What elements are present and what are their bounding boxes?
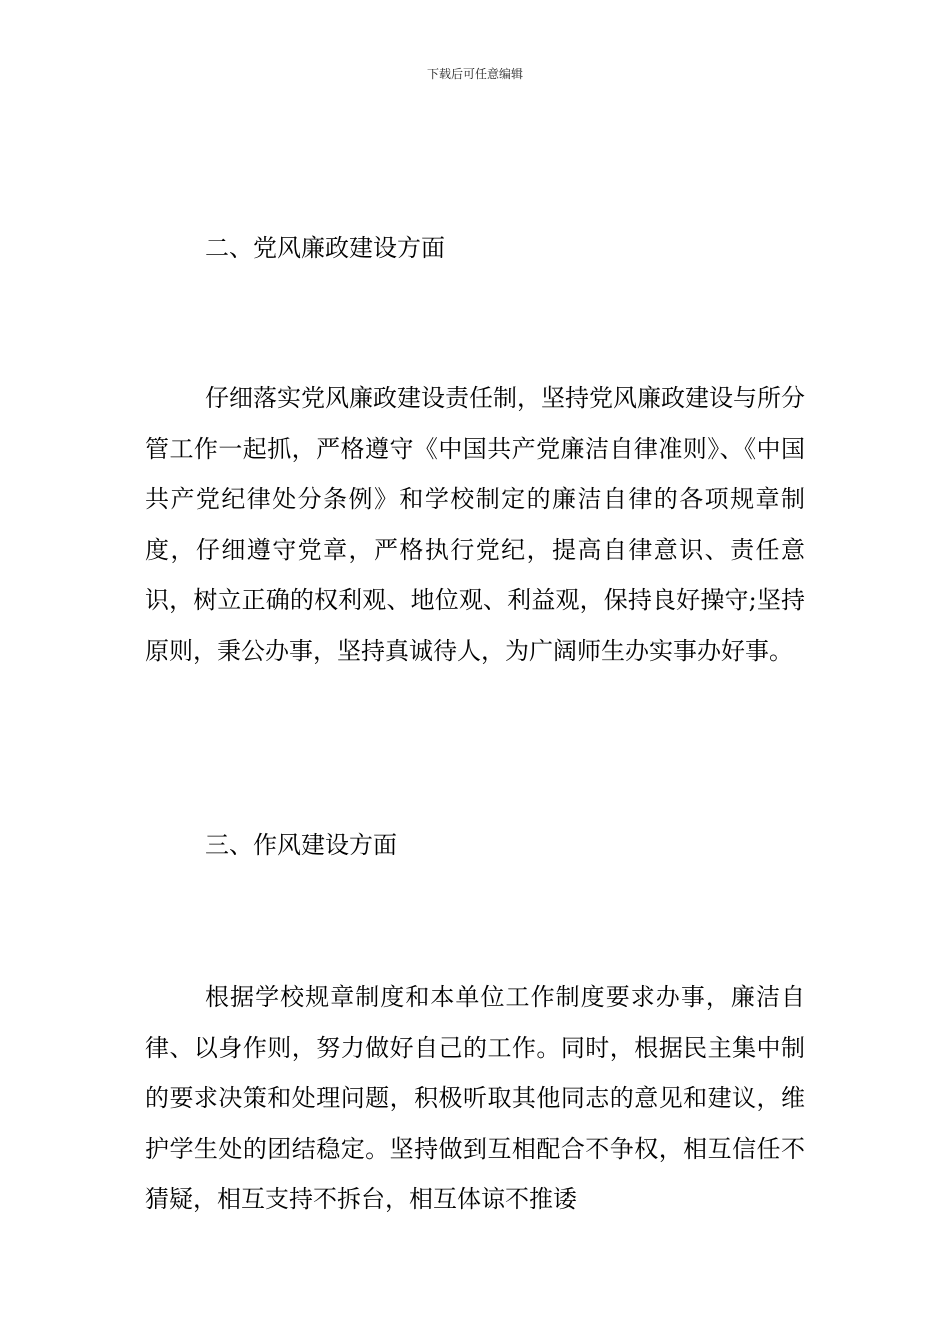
section-heading-work-style: 三、作风建设方面 <box>205 831 397 859</box>
section-paragraph-party-conduct: 仔细落实党风廉政建设责任制，坚持党风廉政建设与所分管工作一起抓，严格遵守《中国共产党廉洁自律准则》、《中国共产党纪律处分条例》和学校制定的廉洁自律的各项规章制度，仔细遵守党章，严格执行党纪，提高自律意识、责任意识，树立正确的权利观、地位观、利益观，保持良好操守;坚持原则，秉公办事，坚持真诚待人，为广阔师生办实事办好事。 <box>145 384 805 665</box>
page-header-note: 下载后可任意编辑 <box>426 67 523 81</box>
section-heading-party-conduct: 二、党风廉政建设方面 <box>205 234 445 262</box>
section-paragraph-work-style: 根据学校规章制度和本单位工作制度要求办事，廉洁自律、以身作则，努力做好自己的工作。同时，根据民主集中制的要求决策和处理问题，积极听取其他同志的意见和建议，维护学生处的团结稳定。坚持做到互相配合不争权，相互信任不猜疑，相互支持不拆台，相互体谅不推诿 <box>145 983 805 1213</box>
